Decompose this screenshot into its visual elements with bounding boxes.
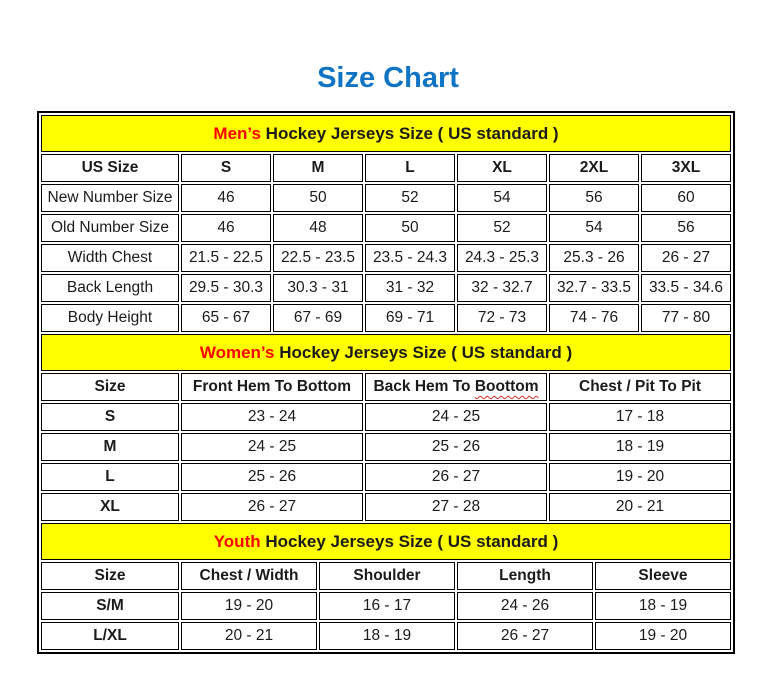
youth-column-header: Length xyxy=(457,562,593,590)
data-cell: 30.3 - 31 xyxy=(273,274,363,302)
data-cell: 19 - 20 xyxy=(181,592,317,620)
womens-header-row xyxy=(41,373,731,401)
data-cell: 20 - 21 xyxy=(549,493,731,521)
row-label: XL xyxy=(41,493,179,521)
womens-column-header-misspelled xyxy=(365,373,547,401)
womens-banner-highlight: Women’s xyxy=(199,342,275,362)
data-cell: 77 - 80 xyxy=(641,304,731,332)
youth-banner-highlight: Youth xyxy=(213,531,261,551)
data-cell: 25.3 - 26 xyxy=(549,244,639,272)
mens-column-header: L xyxy=(365,154,455,182)
data-cell: 18 - 19 xyxy=(595,592,731,620)
womens-banner-text: Hockey Jerseys Size ( US standard ) xyxy=(274,342,573,362)
data-cell: 22.5 - 23.5 xyxy=(273,244,363,272)
data-cell: 52 xyxy=(457,214,547,242)
womens-table-row xyxy=(41,433,731,461)
data-cell: 32 - 32.7 xyxy=(457,274,547,302)
mens-header-row xyxy=(41,154,731,182)
data-cell: 20 - 21 xyxy=(181,622,317,650)
mens-table-row xyxy=(41,304,731,332)
row-label: Back Length xyxy=(41,274,179,302)
data-cell: 56 xyxy=(549,184,639,212)
mens-table-row xyxy=(41,214,731,242)
youth-column-header: Chest / Width xyxy=(181,562,317,590)
data-cell: 26 - 27 xyxy=(365,463,547,491)
womens-column-header: Front Hem To Bottom xyxy=(181,373,363,401)
womens-table-row xyxy=(41,463,731,491)
womens-section-banner xyxy=(41,334,731,371)
womens-column-header: Chest / Pit To Pit xyxy=(549,373,731,401)
data-cell: 72 - 73 xyxy=(457,304,547,332)
back-hem-prefix: Back Hem To xyxy=(373,378,475,395)
data-cell: 23.5 - 24.3 xyxy=(365,244,455,272)
data-cell: 19 - 20 xyxy=(595,622,731,650)
data-cell: 50 xyxy=(365,214,455,242)
data-cell: 16 - 17 xyxy=(319,592,455,620)
data-cell: 54 xyxy=(457,184,547,212)
youth-banner-row xyxy=(41,523,731,560)
mens-column-header: 3XL xyxy=(641,154,731,182)
data-cell: 29.5 - 30.3 xyxy=(181,274,271,302)
youth-banner-text: Hockey Jerseys Size ( US standard ) xyxy=(260,531,559,551)
data-cell: 17 - 18 xyxy=(549,403,731,431)
data-cell: 26 - 27 xyxy=(181,493,363,521)
data-cell: 18 - 19 xyxy=(549,433,731,461)
data-cell: 54 xyxy=(549,214,639,242)
data-cell: 24 - 26 xyxy=(457,592,593,620)
data-cell: 46 xyxy=(181,214,271,242)
row-label: L/XL xyxy=(41,622,179,650)
data-cell: 26 - 27 xyxy=(641,244,731,272)
data-cell: 48 xyxy=(273,214,363,242)
size-chart-table xyxy=(37,111,735,654)
mens-banner-text: Hockey Jerseys Size ( US standard ) xyxy=(260,123,559,143)
data-cell: 25 - 26 xyxy=(365,433,547,461)
mens-section-banner xyxy=(41,115,731,152)
data-cell: 24 - 25 xyxy=(181,433,363,461)
data-cell: 26 - 27 xyxy=(457,622,593,650)
data-cell: 19 - 20 xyxy=(549,463,731,491)
mens-table-row xyxy=(41,244,731,272)
data-cell: 21.5 - 22.5 xyxy=(181,244,271,272)
mens-banner-row xyxy=(41,115,731,152)
womens-table-row xyxy=(41,493,731,521)
row-label: S xyxy=(41,403,179,431)
data-cell: 33.5 - 34.6 xyxy=(641,274,731,302)
youth-section-banner xyxy=(41,523,731,560)
mens-column-header: S xyxy=(181,154,271,182)
data-cell: 65 - 67 xyxy=(181,304,271,332)
data-cell: 27 - 28 xyxy=(365,493,547,521)
size-chart-page xyxy=(0,62,776,692)
mens-banner-highlight: Men’s xyxy=(213,123,261,143)
youth-header-row xyxy=(41,562,731,590)
row-label: Body Height xyxy=(41,304,179,332)
data-cell: 23 - 24 xyxy=(181,403,363,431)
data-cell: 24 - 25 xyxy=(365,403,547,431)
data-cell: 25 - 26 xyxy=(181,463,363,491)
youth-column-header: Shoulder xyxy=(319,562,455,590)
data-cell: 52 xyxy=(365,184,455,212)
mens-column-header: XL xyxy=(457,154,547,182)
row-label: M xyxy=(41,433,179,461)
data-cell: 50 xyxy=(273,184,363,212)
mens-column-header: M xyxy=(273,154,363,182)
mens-table-row xyxy=(41,274,731,302)
mens-column-header: US Size xyxy=(41,154,179,182)
data-cell: 46 xyxy=(181,184,271,212)
data-cell: 32.7 - 33.5 xyxy=(549,274,639,302)
row-label: Old Number Size xyxy=(41,214,179,242)
womens-table-row xyxy=(41,403,731,431)
mens-column-header: 2XL xyxy=(549,154,639,182)
mens-table-row xyxy=(41,184,731,212)
row-label: L xyxy=(41,463,179,491)
row-label: New Number Size xyxy=(41,184,179,212)
data-cell: 74 - 76 xyxy=(549,304,639,332)
data-cell: 60 xyxy=(641,184,731,212)
data-cell: 24.3 - 25.3 xyxy=(457,244,547,272)
data-cell: 31 - 32 xyxy=(365,274,455,302)
womens-column-header: Size xyxy=(41,373,179,401)
youth-table-row xyxy=(41,622,731,650)
youth-table-row xyxy=(41,592,731,620)
data-cell: 56 xyxy=(641,214,731,242)
data-cell: 69 - 71 xyxy=(365,304,455,332)
youth-column-header: Size xyxy=(41,562,179,590)
row-label: S/M xyxy=(41,592,179,620)
youth-column-header: Sleeve xyxy=(595,562,731,590)
data-cell: 18 - 19 xyxy=(319,622,455,650)
row-label: Width Chest xyxy=(41,244,179,272)
page-title: Size Chart xyxy=(317,62,459,94)
data-cell: 67 - 69 xyxy=(273,304,363,332)
back-hem-misspelled-word: Boottom xyxy=(474,378,539,395)
womens-banner-row xyxy=(41,334,731,371)
